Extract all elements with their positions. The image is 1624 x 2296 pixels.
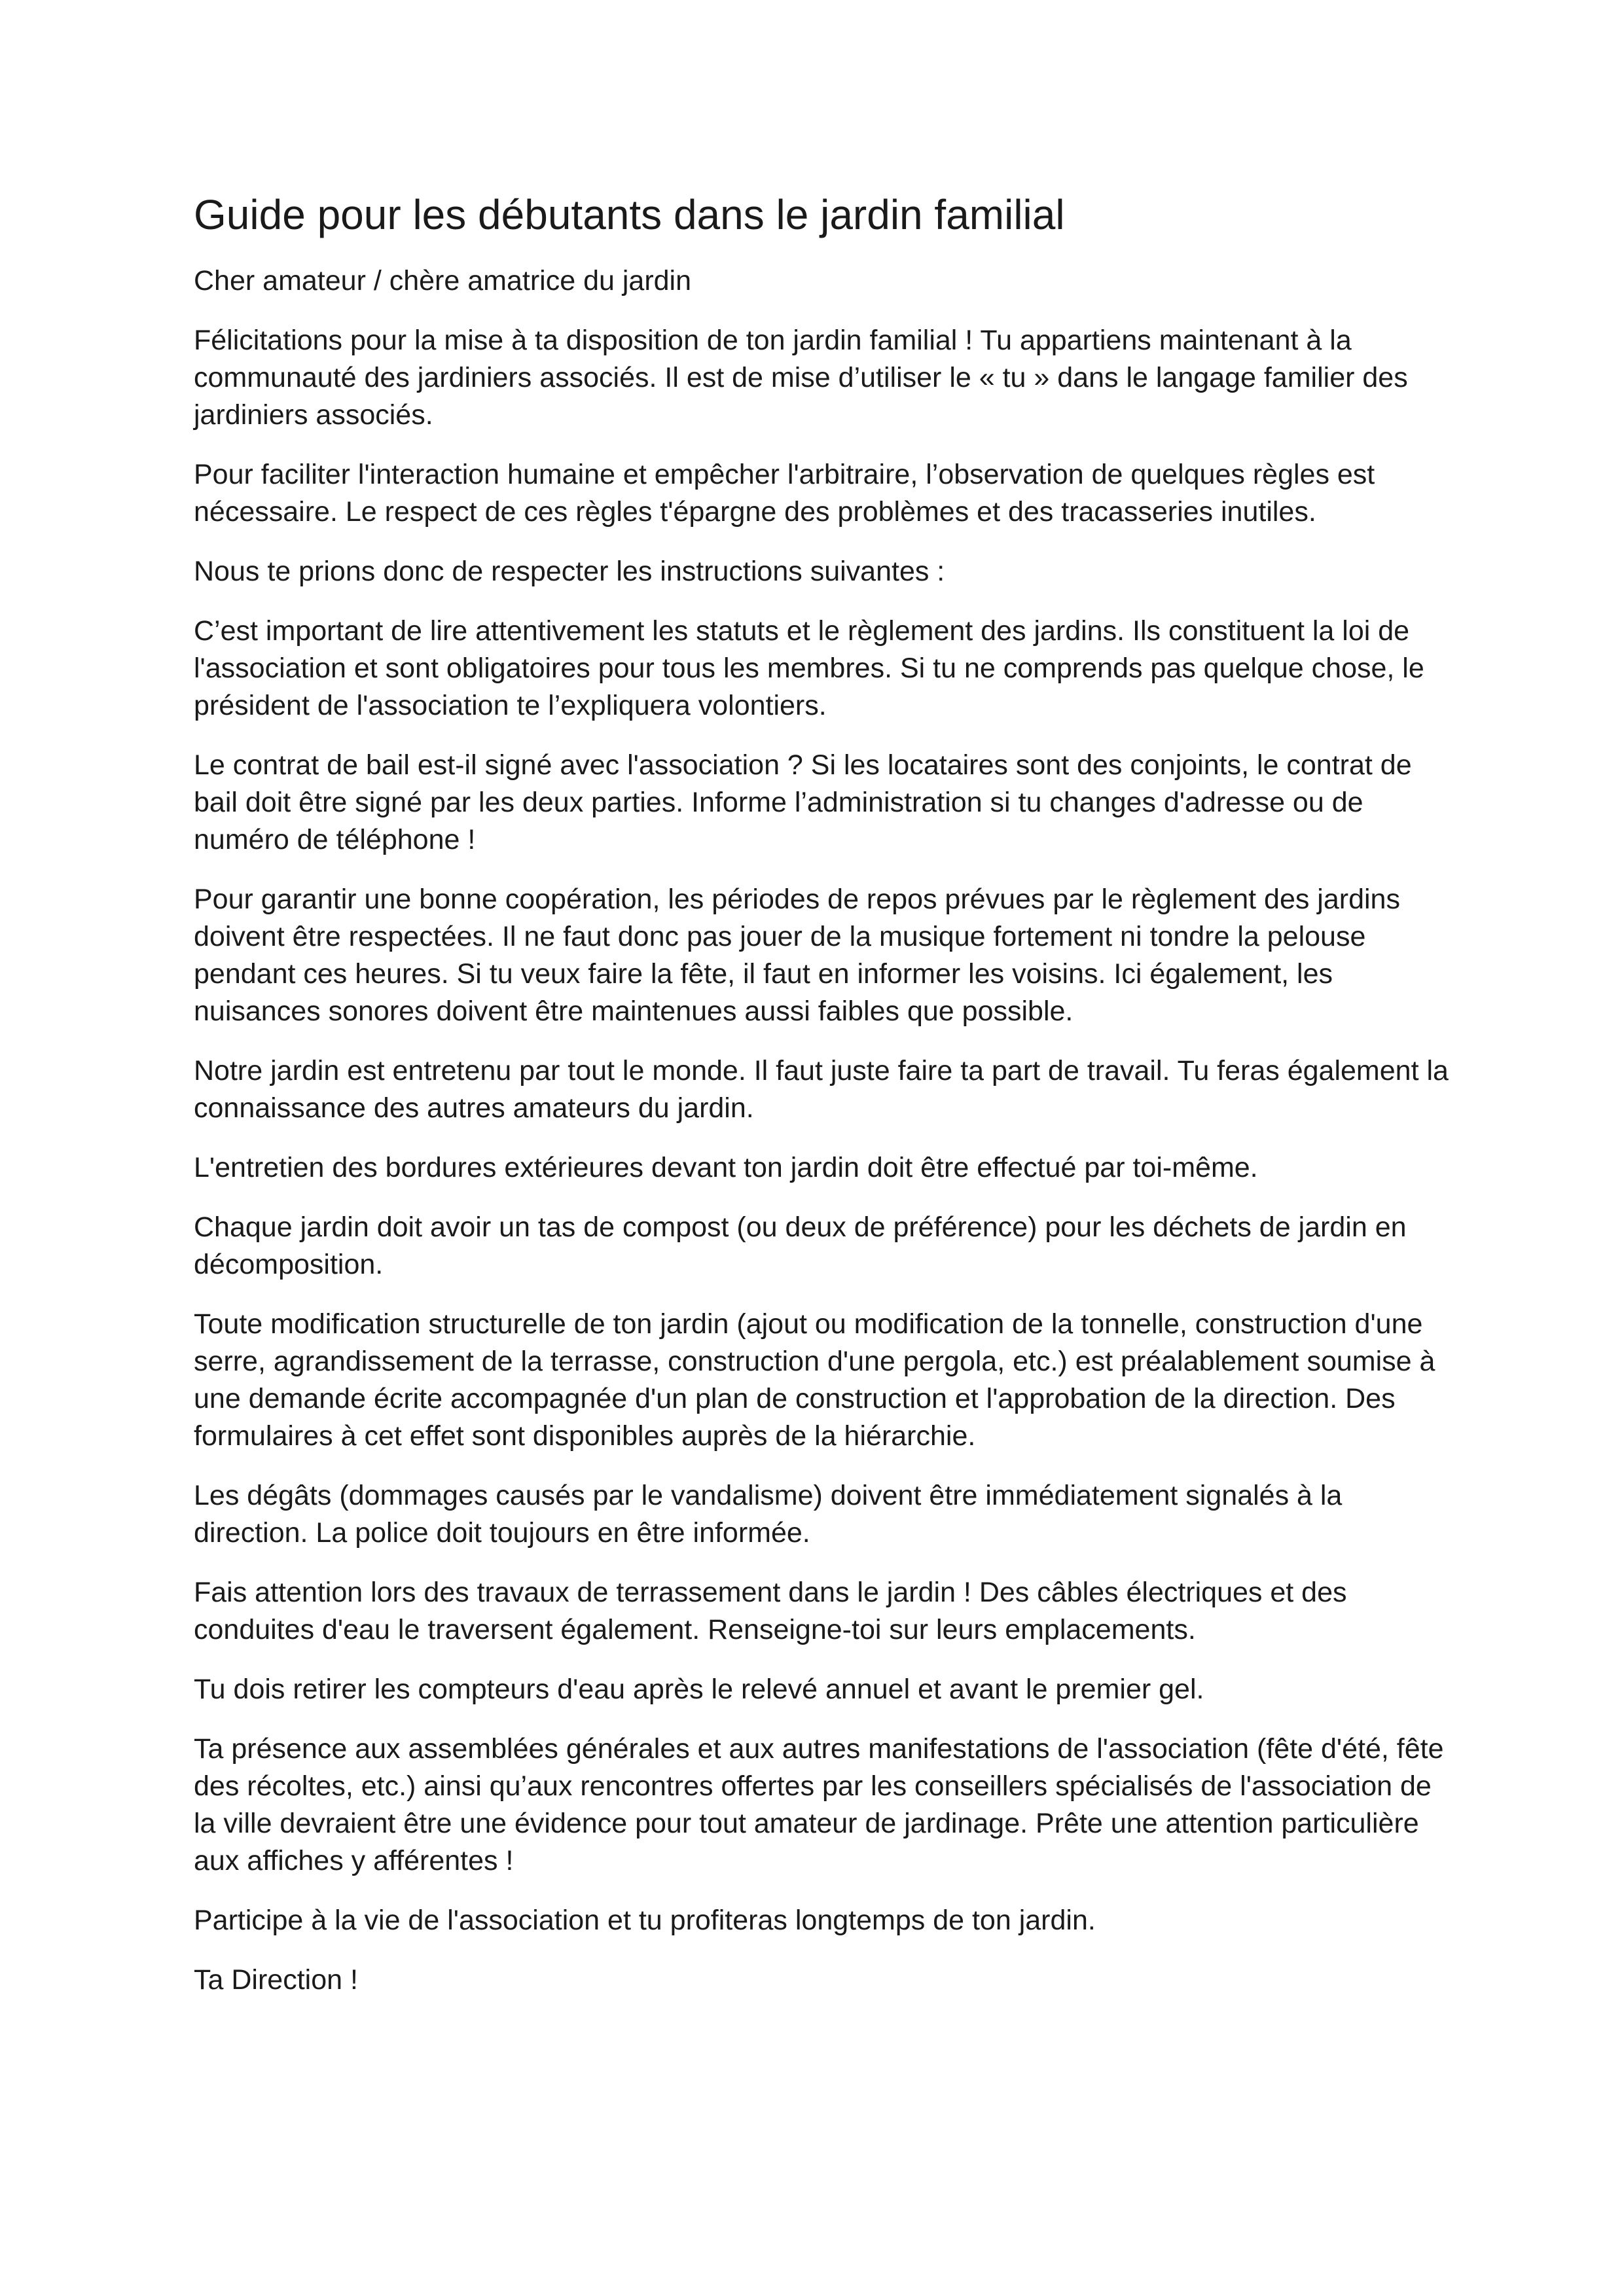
paragraph: Le contrat de bail est-il signé avec l'association ? Si les locataires sont des conjoints, le contrat de bail doit être signé par les deux parties. Informe l’administration si tu changes d'adresse ou de numéro de téléphone ! [194, 749, 1412, 855]
paragraph: L'entretien des bordures extérieures devant ton jardin doit être effectué par toi-même. [194, 1151, 1258, 1183]
paragraph: Nous te prions donc de respecter les instructions suivantes : [194, 555, 945, 587]
document-page [194, 190, 1457, 2021]
paragraph: Ta présence aux assemblées générales et aux autres manifestations de l'association (fête d'été, fête des récoltes, etc.) ainsi qu’aux rencontres offertes par les conseillers spécialisés de l'association de la ville devraient être une évidence pour tout amateur de jardinage. Prête une attention particulière aux affiches y afférentes ! [194, 1732, 1444, 1876]
paragraph: Tu dois retirer les compteurs d'eau après le relevé annuel et avant le premier gel. [194, 1673, 1204, 1705]
paragraph: Félicitations pour la mise à ta disposition de ton jardin familial ! Tu appartiens maintenant à la communauté des jardiniers associés. Il est de mise d’utiliser le « tu » dans le langage familier des jardiniers associés. [194, 324, 1408, 431]
paragraph: Toute modification structurelle de ton jardin (ajout ou modification de la tonnelle, construction d'une serre, agrandissement de la terrasse, construction d'une pergola, etc.) est préalablement soumise à une demande écrite accompagnée d'un plan de construction et l'approbation de la direction. Des formulaires à cet effet sont disponibles auprès de la hiérarchie. [194, 1308, 1435, 1452]
paragraph: C’est important de lire attentivement les statuts et le règlement des jardins. Ils constituent la loi de l'association et sont obligatoires pour tous les membres. Si tu ne comprends pas quelque chose, le président de l'association te l’expliquera volontiers. [194, 615, 1424, 721]
signature-line: Ta Direction ! [194, 1964, 358, 1996]
paragraph: Chaque jardin doit avoir un tas de compost (ou deux de préférence) pour les déchets de jardin en décomposition. [194, 1211, 1407, 1280]
paragraph: Fais attention lors des travaux de terrassement dans le jardin ! Des câbles électriques et des conduites d'eau le traversent également. Renseigne-toi sur leurs emplacements. [194, 1576, 1347, 1645]
paragraph: Les dégâts (dommages causés par le vandalisme) doivent être immédiatement signalés à la direction. La police doit toujours en être informée. [194, 1479, 1343, 1549]
paragraph: Pour faciliter l'interaction humaine et empêcher l'arbitraire, l’observation de quelques règles est nécessaire. Le respect de ces règles t'épargne des problèmes et des tracasseries inutiles. [194, 458, 1375, 528]
paragraph: Participe à la vie de l'association et tu profiteras longtemps de ton jardin. [194, 1904, 1096, 1936]
paragraph: Pour garantir une bonne coopération, les périodes de repos prévues par le règlement des jardins doivent être respectées. Il ne faut donc pas jouer de la musique fortement ni tondre la pelouse pendant ces heures. Si tu veux faire la fête, il faut en informer les voisins. Ici également, les nuisances sonores doivent être maintenues aussi faibles que possible. [194, 883, 1400, 1027]
document-title: Guide pour les débutants dans le jardin familial [194, 191, 1065, 238]
salutation: Cher amateur / chère amatrice du jardin [194, 264, 692, 296]
paragraph: Notre jardin est entretenu par tout le monde. Il faut juste faire ta part de travail. Tu feras également la connaissance des autres amateurs du jardin. [194, 1054, 1449, 1124]
